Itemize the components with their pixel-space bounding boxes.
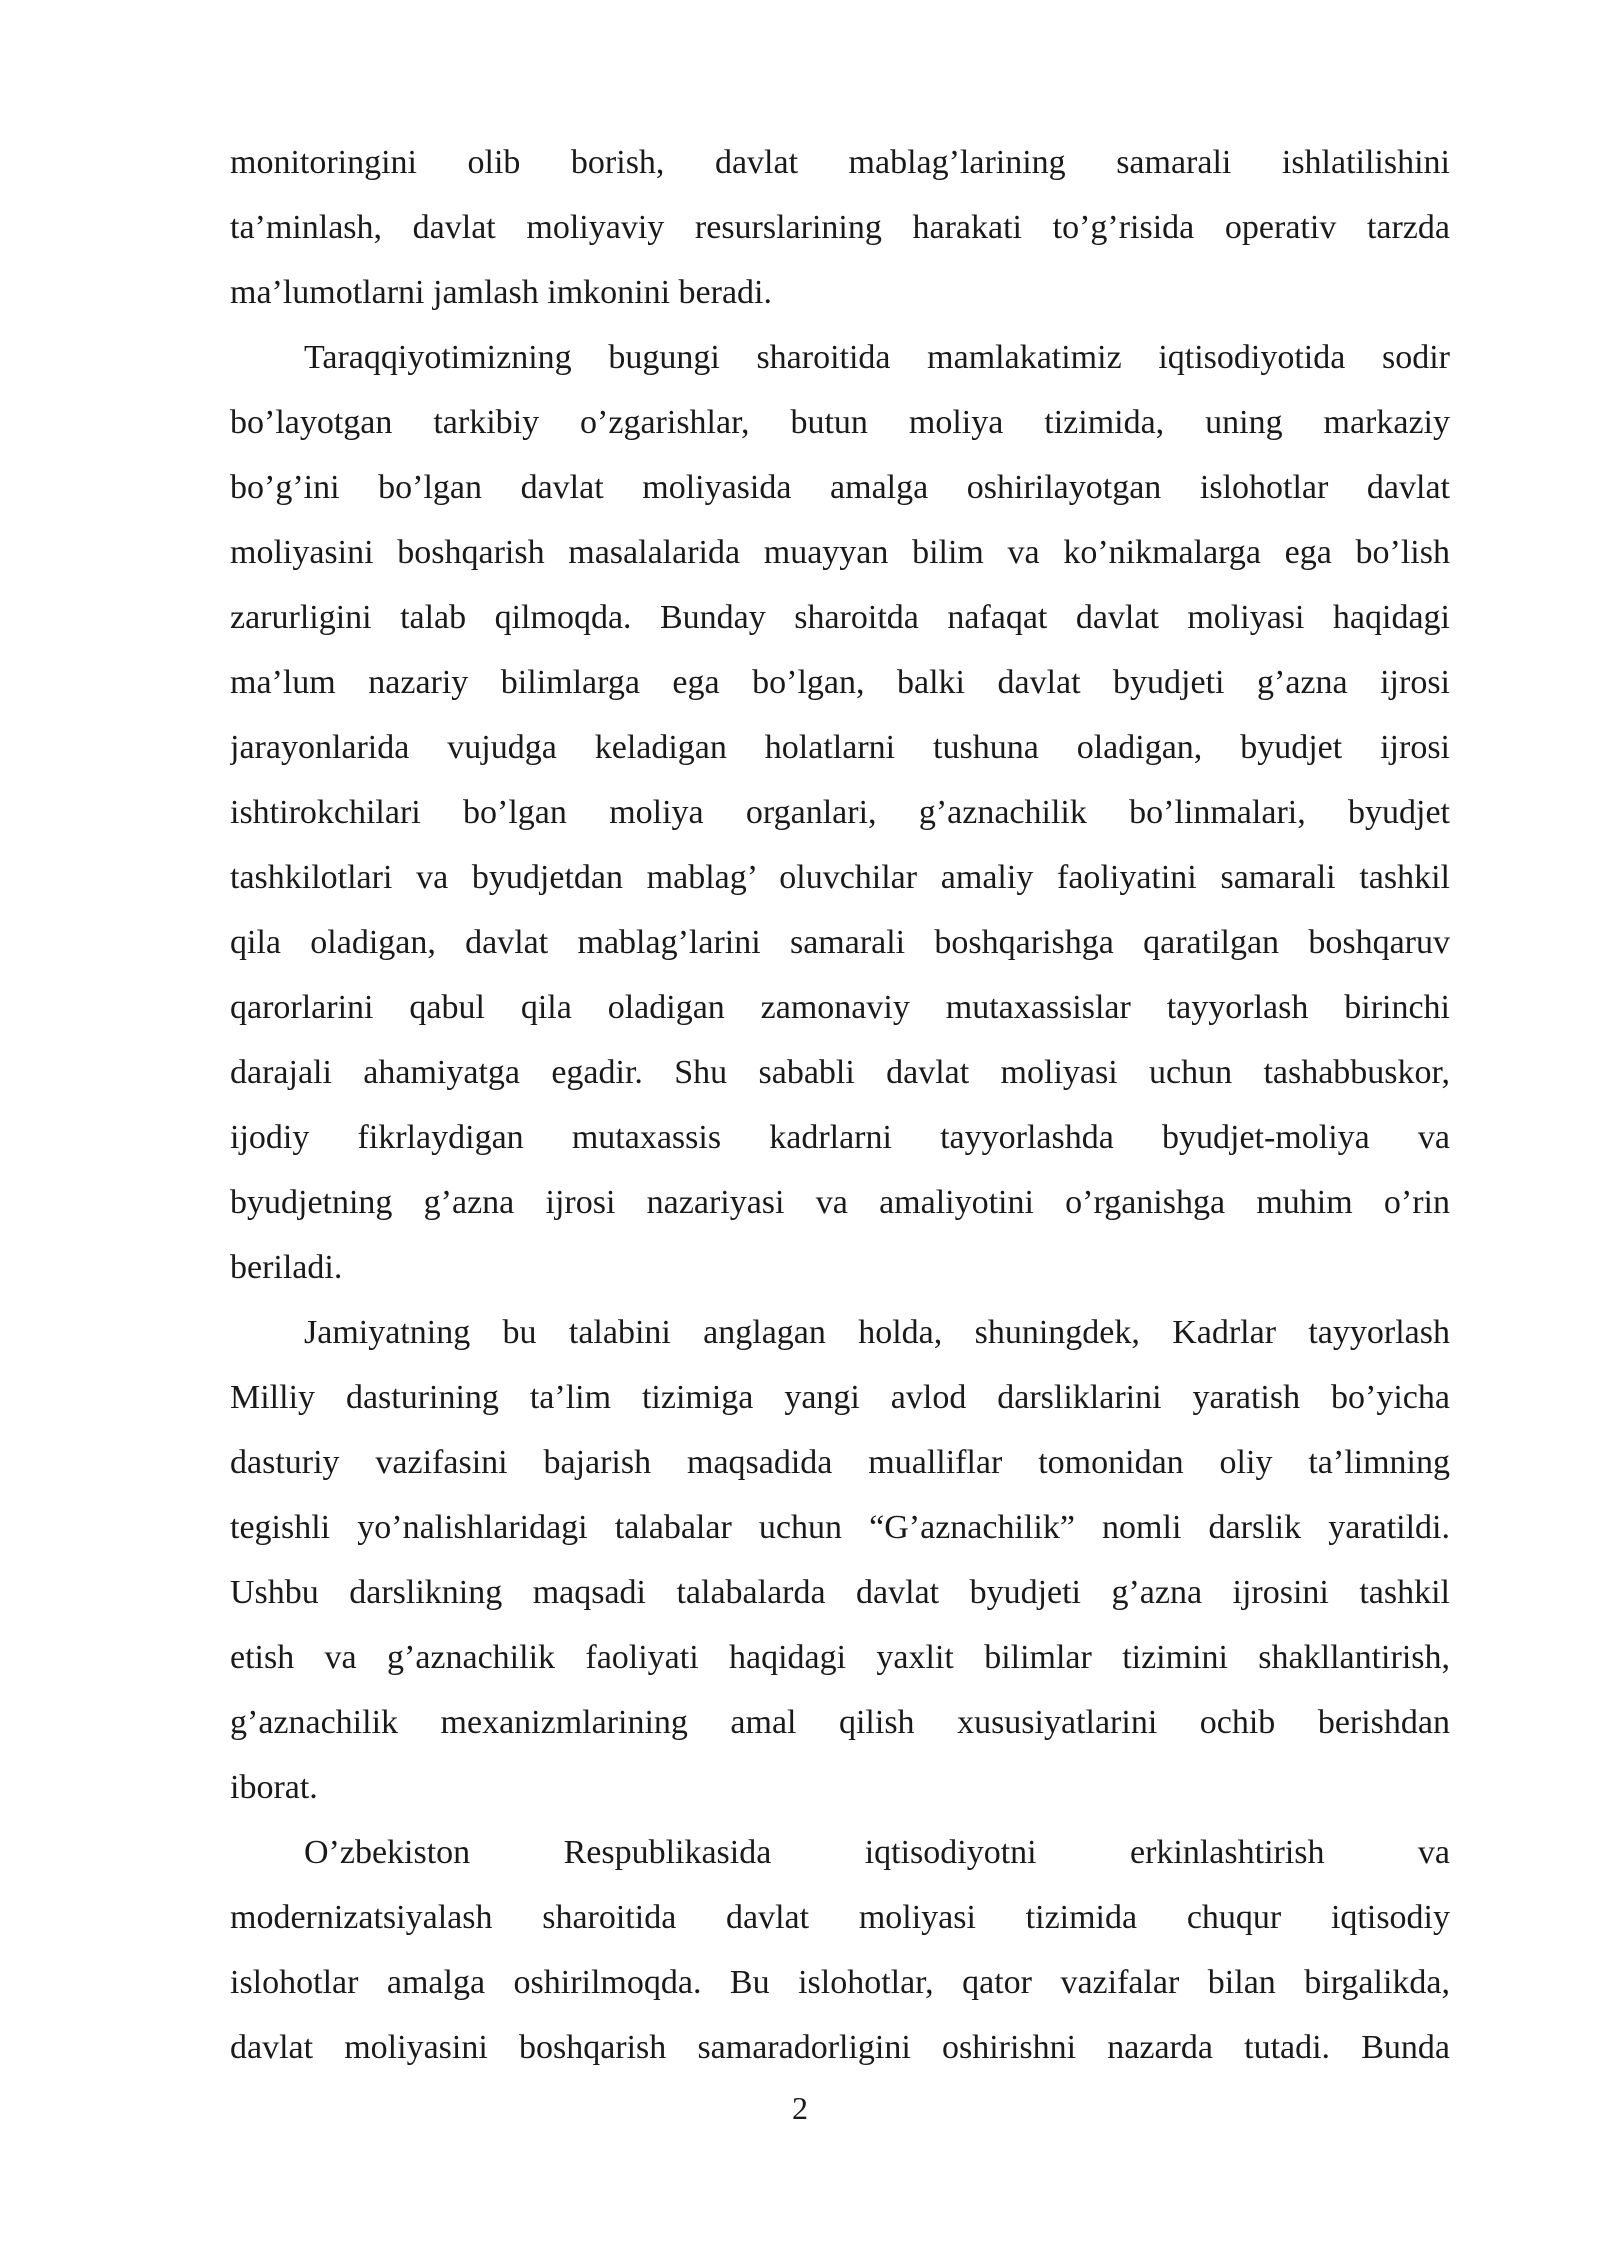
text-line: ma’lum nazariy bilimlarga ega bo’lgan, balki davlat byudjeti g’azna ijrosi [230,664,1450,701]
text-line: zarurligini talab qilmoqda. Bunday sharoitda nafaqat davlat moliyasi haqidagi [230,599,1450,636]
text-line: byudjetning g’azna ijrosi nazariyasi va amaliyotini o’rganishga muhim o’rin [230,1184,1450,1221]
text-line: modernizatsiyalash sharoitida davlat moliyasi tizimida chuqur iqtisodiy [230,1899,1450,1936]
text-line: iborat. [230,1769,318,1806]
text-line: Jamiyatning bu talabini anglagan holda, shuningdek, Kadrlar tayyorlash [304,1314,1450,1351]
text-line: ishtirokchilari bo’lgan moliya organlari, g’aznachilik bo’linmalari, byudjet [230,794,1450,831]
text-line: Ushbu darslikning maqsadi talabalarda davlat byudjeti g’azna ijrosini tashkil [230,1574,1450,1611]
text-line: beriladi. [230,1249,343,1286]
text-line: ijodiy fikrlaydigan mutaxassis kadrlarni tayyorlashda byudjet-moliya va [230,1119,1450,1156]
text-line: etish va g’aznachilik faoliyati haqidagi yaxlit bilimlar tizimini shakllantirish, [230,1639,1450,1676]
text-line: ma’lumotlarni jamlash imkonini beradi. [230,274,772,311]
text-line: qila oladigan, davlat mablag’larini samarali boshqarishga qaratilgan boshqaruv [230,924,1450,961]
text-line: monitoringini olib borish, davlat mablag’larining samarali ishlatilishini [230,144,1450,181]
text-line: tegishli yo’nalishlaridagi talabalar uchun “G’aznachilik” nomli darslik yaratildi. [230,1509,1450,1546]
text-line: qarorlarini qabul qila oladigan zamonaviy mutaxassislar tayyorlash birinchi [230,989,1450,1026]
paragraph [230,331,1450,1306]
paragraph [230,136,1450,331]
text-line: moliyasini boshqarish masalalarida muayyan bilim va ko’nikmalarga ega bo’lish [230,534,1450,571]
paragraph [230,1306,1450,1826]
text-line: darajali ahamiyatga egadir. Shu sababli davlat moliyasi uchun tashabbuskor, [230,1054,1450,1091]
text-line: bo’g’ini bo’lgan davlat moliyasida amalga oshirilayotgan islohotlar davlat [230,469,1450,506]
text-line: bo’layotgan tarkibiy o’zgarishlar, butun moliya tizimida, uning markaziy [230,404,1450,441]
text-line: Taraqqiyotimizning bugungi sharoitida mamlakatimiz iqtisodiyotida sodir [304,339,1450,376]
text-line: dasturiy vazifasini bajarish maqsadida mualliflar tomonidan oliy ta’limning [230,1444,1450,1481]
text-line: g’aznachilik mexanizmlarining amal qilish xususiyatlarini ochib berishdan [230,1704,1450,1741]
page-number: 2 [792,2090,808,2126]
text-line: davlat moliyasini boshqarish samaradorligini oshirishni nazarda tutadi. Bunda [230,2029,1450,2066]
text-line: O’zbekiston Respublikasida iqtisodiyotni erkinlashtirish va [304,1834,1450,1871]
text-line: Milliy dasturining ta’lim tizimiga yangi avlod darsliklarini yaratish bo’yicha [230,1379,1450,1416]
text-line: islohotlar amalga oshirilmoqda. Bu islohotlar, qator vazifalar bilan birgalikda, [230,1964,1450,2001]
paragraph [230,1826,1450,2086]
text-line: ta’minlash, davlat moliyaviy resurslarining harakati to’g’risida operativ tarzda [230,209,1450,246]
document-body [230,136,1450,2086]
text-line: jarayonlarida vujudga keladigan holatlarni tushuna oladigan, byudjet ijrosi [230,729,1450,766]
text-line: tashkilotlari va byudjetdan mablag’ oluvchilar amaliy faoliyatini samarali tashkil [230,859,1450,896]
